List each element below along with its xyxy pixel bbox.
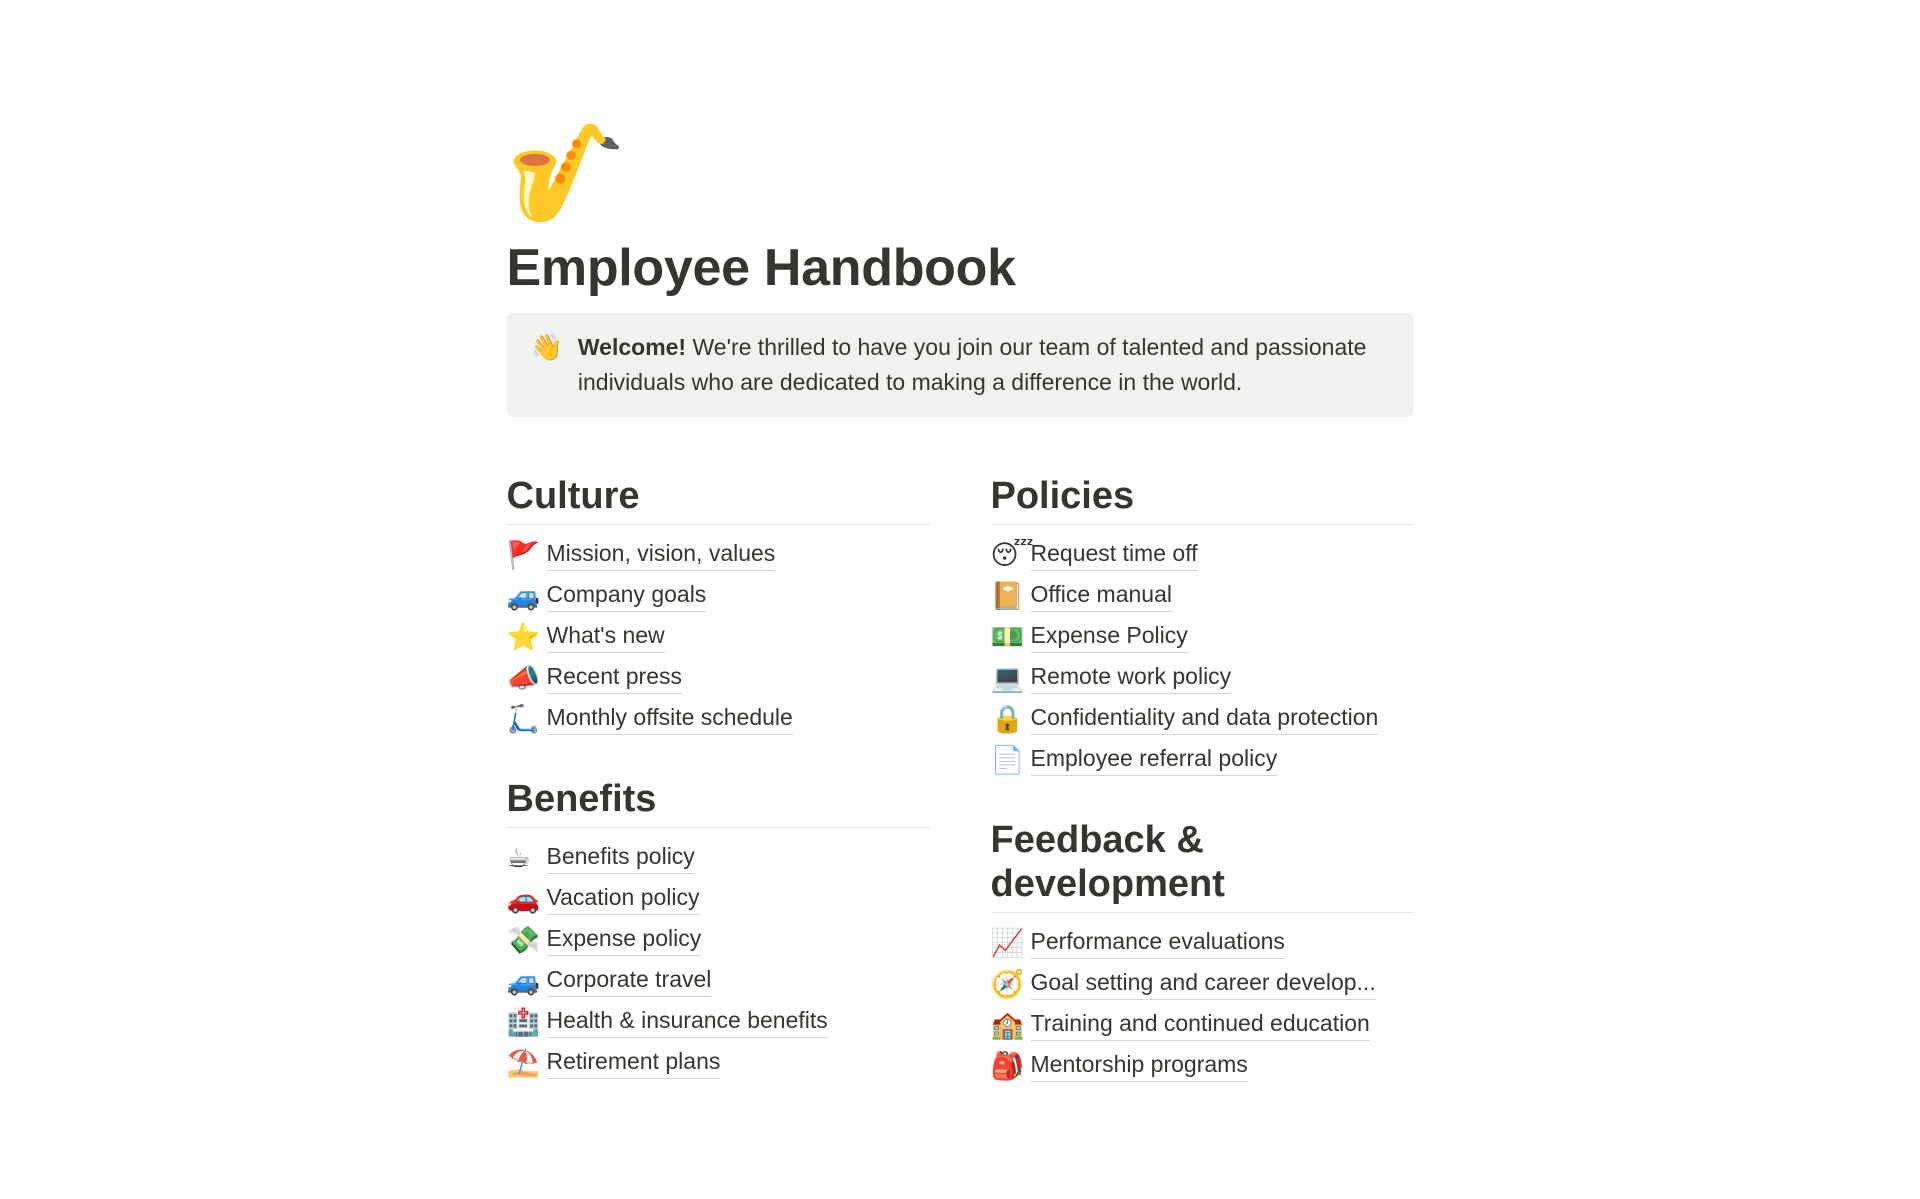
page-facing-up-icon: 📄 xyxy=(990,744,1025,775)
page-link-list xyxy=(507,837,930,1083)
page-link-corporate-travel[interactable] xyxy=(507,960,930,1001)
blue-suv-icon: 🚙 xyxy=(506,965,541,996)
backpack-icon: 🎒 xyxy=(990,1050,1025,1081)
page-link-employee-referral-policy[interactable] xyxy=(991,739,1414,780)
welcome-callout-bold: Welcome! xyxy=(577,334,687,360)
hospital-icon: 🏥 xyxy=(506,1006,541,1037)
column-left xyxy=(507,474,930,1083)
columns-container xyxy=(507,474,1414,1166)
waving-hand-icon: 👋 xyxy=(530,332,563,362)
page-link-goal-setting-and-career-develop[interactable] xyxy=(991,963,1414,1004)
page-link-list xyxy=(507,534,930,739)
beach-umbrella-icon: ⛱️ xyxy=(506,1047,541,1078)
lock-icon: 🔒 xyxy=(990,703,1025,734)
page-link-list xyxy=(991,534,1414,780)
section-heading-feedback-development: Feedback & development xyxy=(991,818,1414,913)
page-link-retirement-plans[interactable] xyxy=(507,1042,930,1083)
page-link-label: Expense policy xyxy=(547,924,702,956)
page-link-recent-press[interactable] xyxy=(507,657,930,698)
welcome-callout xyxy=(507,313,1414,417)
page-link-what-s-new[interactable] xyxy=(507,616,930,657)
column-right xyxy=(991,474,1414,1086)
triangular-flag-icon: 🚩 xyxy=(506,539,541,570)
page-link-health-insurance-benefits[interactable] xyxy=(507,1001,930,1042)
money-with-wings-icon: 💸 xyxy=(506,924,541,955)
section-benefits xyxy=(507,777,930,1083)
section-feedback-development xyxy=(991,818,1414,1086)
page-link-benefits-policy[interactable] xyxy=(507,837,930,878)
section-heading-culture: Culture xyxy=(507,474,930,525)
page-link-vacation-policy[interactable] xyxy=(507,878,930,919)
page-link-expense-policy[interactable] xyxy=(991,616,1414,657)
page-link-training-and-continued-education[interactable] xyxy=(991,1004,1414,1045)
page-link-label: Corporate travel xyxy=(547,965,712,997)
compass-icon: 🧭 xyxy=(990,968,1025,999)
chart-increasing-icon: 📈 xyxy=(990,927,1025,958)
page-link-label: Remote work policy xyxy=(1031,662,1232,694)
kick-scooter-icon: 🛴 xyxy=(506,703,541,734)
page-link-label: Employee referral policy xyxy=(1031,744,1278,776)
section-culture xyxy=(507,474,930,739)
page-link-list xyxy=(991,922,1414,1086)
page-link-label: Company goals xyxy=(547,580,707,612)
page-link-label: Mentorship programs xyxy=(1031,1050,1248,1082)
page-content xyxy=(507,0,1414,1166)
page-link-label: Office manual xyxy=(1031,580,1172,612)
page-link-request-time-off[interactable] xyxy=(991,534,1414,575)
page-link-label: Mission, vision, values xyxy=(547,539,776,571)
page-link-label: Monthly offsite schedule xyxy=(547,703,793,735)
welcome-callout-body: We're thrilled to have you join our team of talented and passionate individuals who are dedicated to making a difference in the world. xyxy=(577,334,1367,395)
page-link-company-goals[interactable] xyxy=(507,575,930,616)
page-link-label: Performance evaluations xyxy=(1031,927,1285,959)
school-icon: 🏫 xyxy=(990,1009,1025,1040)
dollar-banknote-icon: 💵 xyxy=(990,621,1025,652)
saxophone-icon[interactable]: 🎷 xyxy=(506,120,627,227)
welcome-callout-text xyxy=(578,330,1394,400)
sleeping-face-icon: 😴 xyxy=(990,539,1034,570)
page-link-label: Goal setting and career develop... xyxy=(1031,968,1376,1000)
coffee-icon: ☕ xyxy=(506,842,531,873)
page-link-performance-evaluations[interactable] xyxy=(991,922,1414,963)
page-link-remote-work-policy[interactable] xyxy=(991,657,1414,698)
page-link-label: Benefits policy xyxy=(547,842,695,874)
page-link-monthly-offsite-schedule[interactable] xyxy=(507,698,930,739)
page-link-confidentiality-and-data-protection[interactable] xyxy=(991,698,1414,739)
page-link-label: Confidentiality and data protection xyxy=(1031,703,1379,735)
laptop-icon: 💻 xyxy=(990,662,1025,693)
section-heading-benefits: Benefits xyxy=(507,777,930,828)
page-link-label: Request time off xyxy=(1031,539,1198,571)
page-link-mission-vision-values[interactable] xyxy=(507,534,930,575)
notebook-icon: 📔 xyxy=(990,580,1025,611)
page-link-mentorship-programs[interactable] xyxy=(991,1045,1414,1086)
page-link-expense-policy[interactable] xyxy=(507,919,930,960)
page-title[interactable]: Employee Handbook xyxy=(506,239,1016,297)
page-link-label: Training and continued education xyxy=(1031,1009,1370,1041)
page-link-label: Expense Policy xyxy=(1031,621,1188,653)
star-icon: ⭐ xyxy=(506,621,541,652)
page-link-label: Recent press xyxy=(547,662,683,694)
section-policies xyxy=(991,474,1414,780)
page-link-label: Retirement plans xyxy=(547,1047,721,1079)
page-link-label: What's new xyxy=(547,621,665,653)
section-heading-policies: Policies xyxy=(991,474,1414,525)
blue-suv-icon: 🚙 xyxy=(506,580,541,611)
red-car-icon: 🚗 xyxy=(506,883,541,914)
page-link-label: Vacation policy xyxy=(547,883,700,915)
page-link-office-manual[interactable] xyxy=(991,575,1414,616)
megaphone-icon: 📣 xyxy=(506,662,541,693)
page-link-label: Health & insurance benefits xyxy=(547,1006,828,1038)
